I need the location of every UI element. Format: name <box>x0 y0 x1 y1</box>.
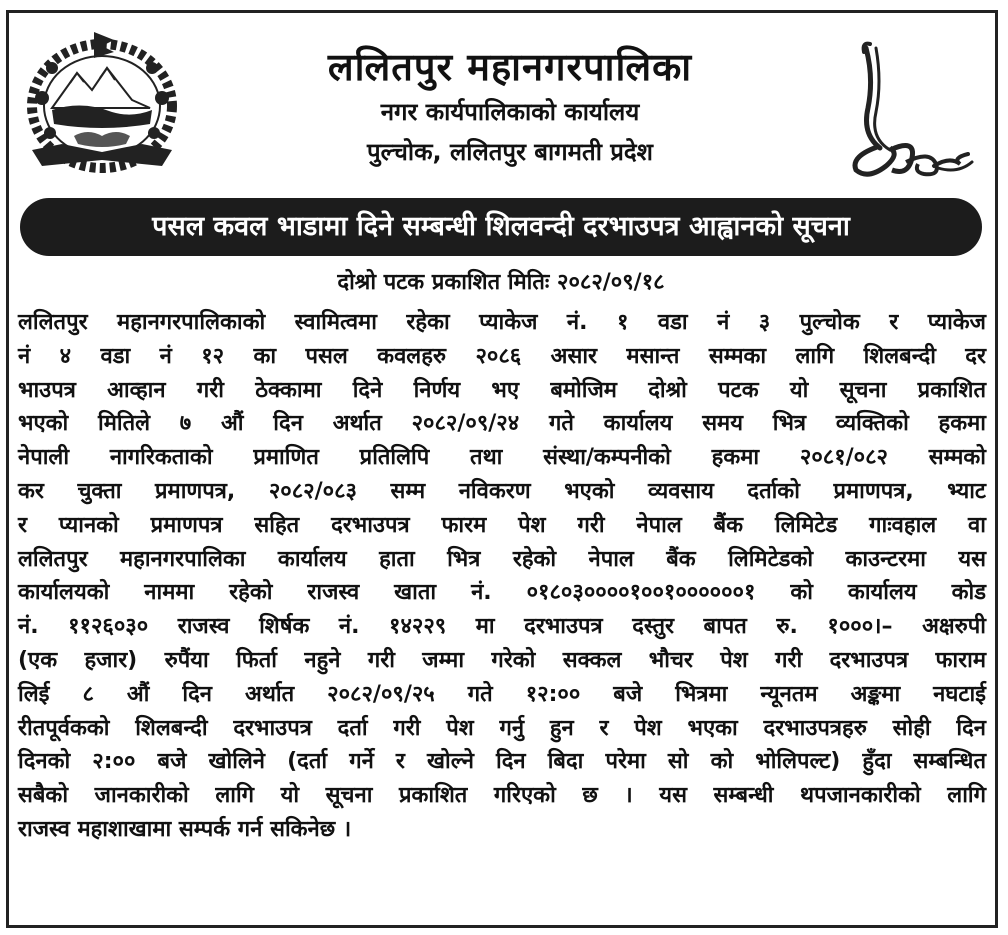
body-line: ललितपुर महानगरपालिकाको स्वामित्वमा रहेका प्याकेज नं. १ वडा नं ३ पुल्चोक र प्याकेज <box>18 310 986 335</box>
office-title: ललितपुर महानगरपालिका <box>327 45 693 89</box>
notice-banner: पसल कवल भाडामा दिने सम्बन्धी शिलवन्दी दरभाउपत्र आह्वानको सूचना <box>20 198 982 256</box>
body-line: लिई ८ औं दिन अर्थात २०८२/०९/२५ गते १२:०० बजे भित्रमा न्यूनतम अङ्कमा नघटाई <box>18 681 986 707</box>
body-line: रीतपूर्वकको शिलबन्दी दरभाउपत्र दर्ता गरी पेश गर्नु हुन र पेश भएका दरभाउपत्रहरु सोही दिन <box>18 715 986 741</box>
lalitpur-symbol-icon <box>840 38 980 188</box>
body-line: दिनको २:०० बजे खोलिने (दर्ता गर्ने र खोल्ने दिन बिदा परेमा सो को भोलिपल्ट) हुँदा सम्बन्धित <box>18 749 986 775</box>
body-line: नेपाली नागरिकताको प्रमाणित प्रतिलिपि तथा संस्था/कम्पनीको हकमा २०८१/०८२ सम्मको <box>18 445 986 471</box>
body-line: ललितपुर महानगरपालिका कार्यालय हाता भित्र रहेको नेपाल बैंक लिमिटेडको काउन्टरमा यस <box>18 546 986 572</box>
office-subtitle: नगर कार्यपालिकाको कार्यालय <box>380 98 640 126</box>
body-line: नं. ११२६०३० राजस्व शिर्षक नं. १४२२९ मा दरभाउपत्र दस्तुर बापत रु. १०००।– अक्षरुपी <box>18 614 986 640</box>
body-line: भएको मितिले ७ औं दिन अर्थात २०८२/०९/२४ गते कार्यालय समय भित्र व्यक्तिको हकमा <box>18 411 986 437</box>
publication-date: दोश्रो पटक प्रकाशित मितिः २०८२/०९/१८ <box>337 270 665 295</box>
body-line: सबैको जानकारीको लागि यो सूचना प्रकाशित गरिएको छ । यस सम्बन्धी थपजानकारीको लागि <box>18 783 986 809</box>
office-address: पुल्चोक, ललितपुर बागमती प्रदेश <box>367 138 653 166</box>
body-line: भाउपत्र आव्हान गरी ठेक्कामा दिने निर्णय भए बमोजिम दोश्रो पटक यो सूचना प्रकाशित <box>18 377 986 403</box>
body-line: नं ४ वडा नं १२ का पसल कवलहरु २०८६ असार मसान्त सम्मका लागि शिलबन्दी दर <box>18 343 986 369</box>
body-line: (एक हजार) रुपैंया फिर्ता नहुने गरी जम्मा गरेको सक्कल भौचर पेश गरी दरभाउपत्र फाराम <box>18 647 986 673</box>
body-line: कार्यालयको नाममा रहेको राजस्व खाता नं. ०१८०३००००१००१००००००१ को कार्यालय कोड <box>18 580 986 606</box>
body-line: कर चुक्ता प्रमाणपत्र, २०८२/०८३ सम्म नविकरण भएको व्यवसाय दर्ताको प्रमाणपत्र, भ्याट <box>18 478 986 504</box>
nepal-emblem-icon <box>22 28 182 178</box>
body-line: र प्यानको प्रमाणपत्र सहित दरभाउपत्र फारम पेश गरी नेपाल बैंक लिमिटेड गाःवहाल वा <box>18 512 986 538</box>
notice-body <box>18 306 986 847</box>
body-line: राजस्व महाशाखामा सम्पर्क गर्न सकिनेछ । <box>18 816 352 842</box>
header <box>200 42 820 172</box>
